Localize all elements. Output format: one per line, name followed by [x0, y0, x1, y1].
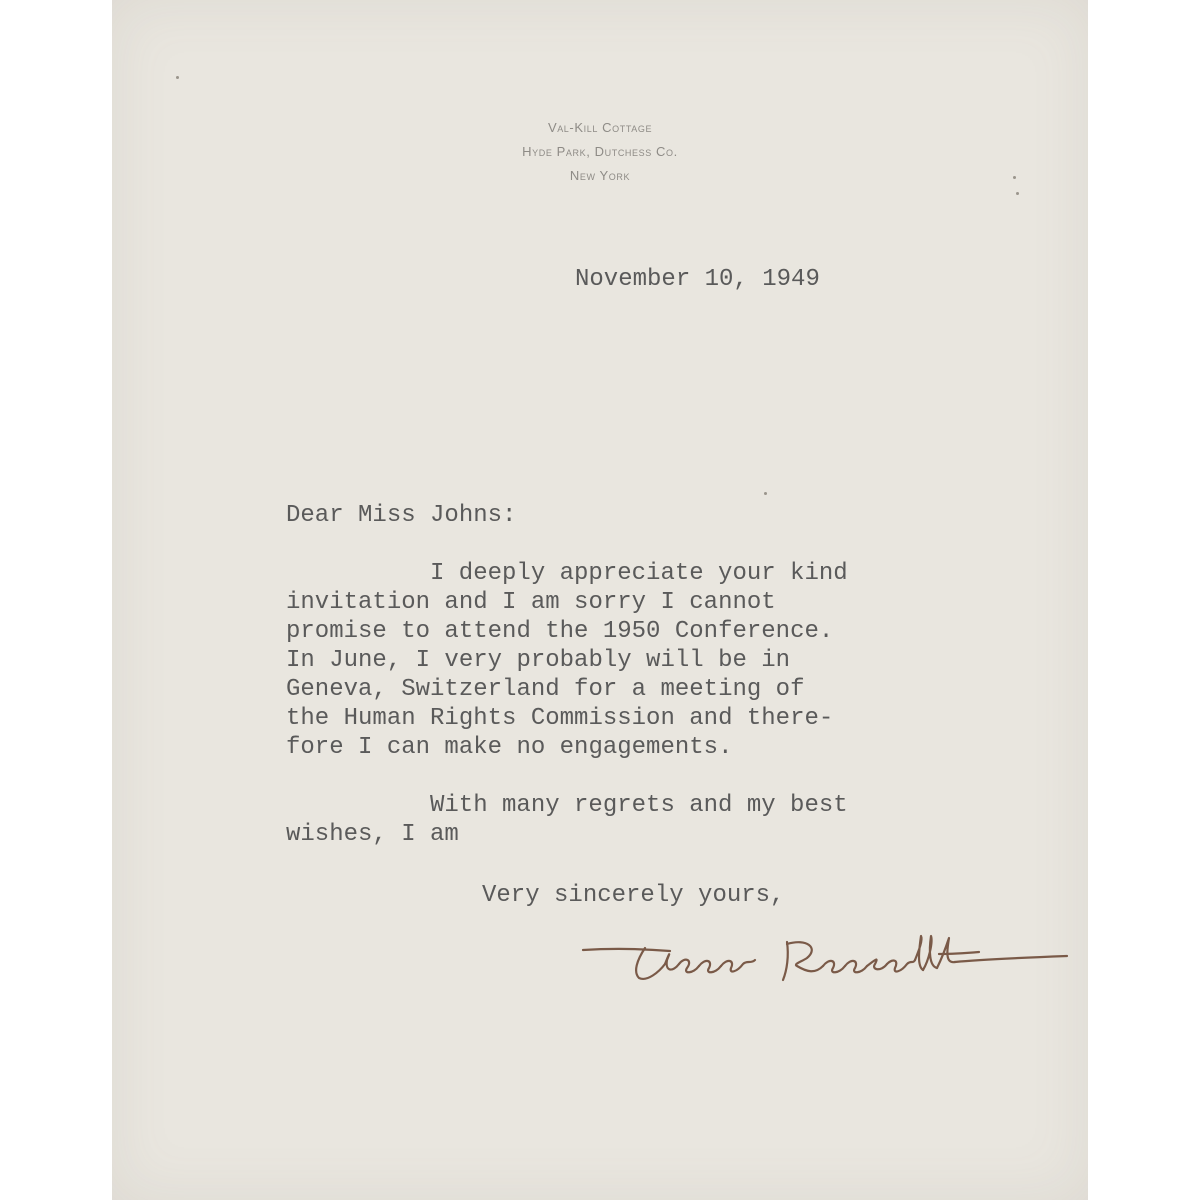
paper-speck [1016, 192, 1019, 195]
letter-date: November 10, 1949 [575, 266, 820, 293]
letterhead-state: New York [569, 168, 631, 183]
body-line: In June, I very probably will be in [286, 647, 791, 674]
paper-speck [176, 76, 179, 79]
body-line: wishes, I am [286, 821, 459, 848]
body-paragraph-2 [286, 791, 848, 849]
body-line: the Human Rights Commission and there- [286, 705, 834, 732]
body-paragraph-1 [286, 559, 848, 762]
closing: Very sincerely yours, [482, 882, 785, 909]
body-line: promise to attend the 1950 Conference. [286, 618, 834, 645]
body-line: invitation and I am sorry I cannot [286, 589, 776, 616]
letterhead-name: Val-Kill Cottage [547, 120, 653, 135]
paper-speck [764, 492, 767, 495]
body-line: fore I can make no engagements. [286, 734, 733, 761]
body-line: With many regrets and my best [430, 792, 848, 819]
body-line: Geneva, Switzerland for a meeting of [286, 676, 805, 703]
letterhead [112, 116, 1088, 188]
salutation: Dear Miss Johns: [286, 502, 517, 529]
body-line: I deeply appreciate your kind [430, 560, 848, 587]
letterhead-address: Hyde Park, Dutchess Co. [522, 144, 678, 159]
signature [575, 920, 1075, 1000]
